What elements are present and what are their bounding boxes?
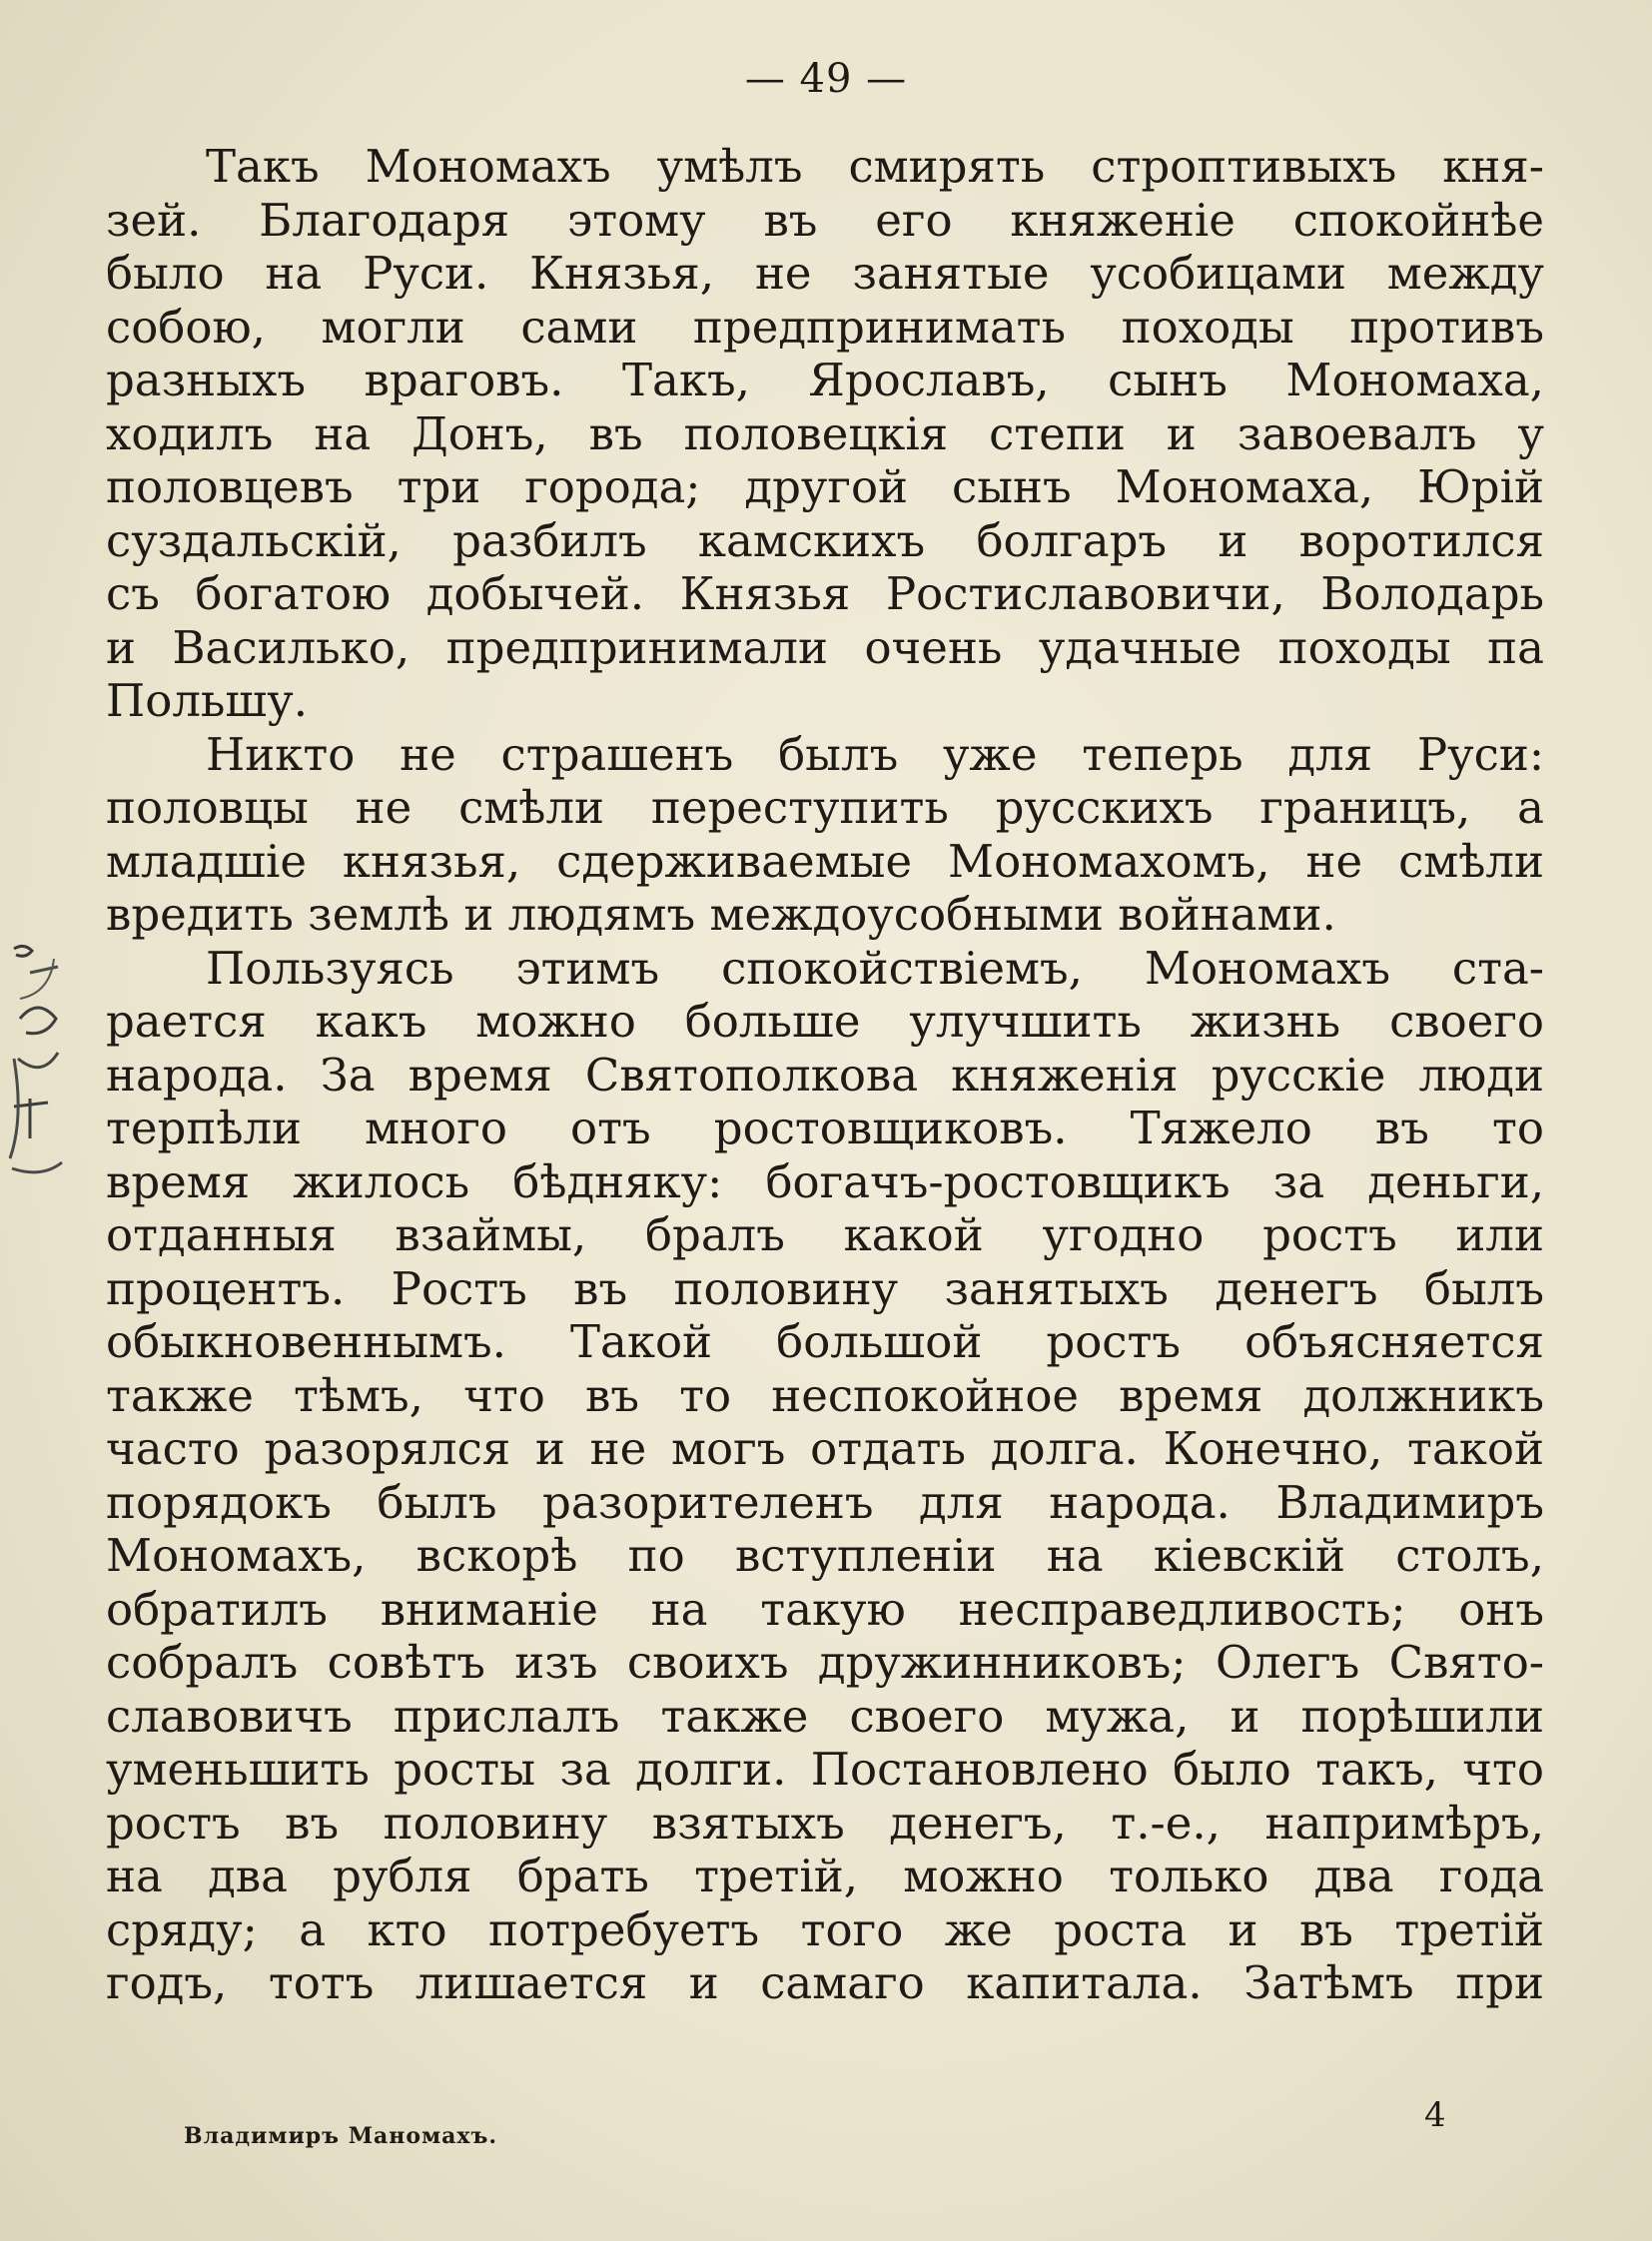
text-line: время жилось бѣдняку: богачъ-ростовщикъ за деньги, — [106, 1154, 1544, 1208]
text-line: часто разорялся и не могъ отдать долга. Конечно, такой — [106, 1422, 1544, 1475]
text-line: терпѣли много отъ ростовщиковъ. Тяжело въ то — [106, 1102, 1544, 1154]
text-line: порядокъ былъ разорителенъ для народа. Владимиръ — [106, 1475, 1544, 1529]
text-line: обратилъ вниманіе на такую несправедливость; онъ — [106, 1582, 1544, 1636]
text-line: славовичъ прислалъ также своего мужа, и порѣшили — [106, 1689, 1544, 1743]
text-line: ходилъ на Донъ, въ половецкія степи и завоевалъ у — [106, 406, 1544, 460]
text-line: обыкновеннымъ. Такой большой ростъ объясняется — [106, 1315, 1544, 1368]
text-line: годъ, тотъ лишается и самаго капитала. Затѣмъ при — [106, 1956, 1544, 2009]
text-line: и Василько, предпринимали очень удачные походы па — [106, 620, 1544, 674]
text-line: младшіе князья, сдерживаемые Мономахомъ, не смѣли — [106, 834, 1544, 888]
text-line: было на Руси. Князья, не занятые усобицами между — [106, 247, 1544, 300]
text-line: Пользуясь этимъ спокойствіемъ, Мономахъ ста- — [206, 941, 1544, 995]
text-line: народа. За время Святополкова княженія русскіе люди — [106, 1048, 1544, 1102]
text-line: съ богатою добычей. Князья Ростиславовичи, Володарь — [106, 567, 1544, 620]
text-line: суздальскій, разбилъ камскихъ болгаръ и воротился — [106, 513, 1544, 567]
running-footer-title: Владимиръ Маномахъ. — [184, 2123, 498, 2149]
text-line: Такъ Мономахъ умѣлъ смирять строптивыхъ кня- — [206, 140, 1544, 193]
text-line: разныхъ враговъ. Такъ, Ярославъ, сынъ Мономаха, — [106, 354, 1544, 406]
text-line: вредить землѣ и людямъ междоусобными войнами. — [106, 888, 1336, 941]
text-line: уменьшить росты за долги. Постановлено было такъ, что — [106, 1743, 1544, 1796]
text-line: собою, могли сами предпринимать походы противъ — [106, 300, 1544, 354]
text-line: также тѣмъ, что въ то неспокойное время должникъ — [106, 1368, 1544, 1422]
signature-mark: 4 — [1424, 2095, 1446, 2135]
text-line: отданныя взаймы, бралъ какой угодно ростъ или — [106, 1208, 1544, 1261]
text-line: на два рубля брать третій, можно только два года — [106, 1850, 1544, 1902]
text-line: Польшу. — [106, 674, 309, 727]
text-line: ростъ въ половину взятыхъ денегъ, т.-е., напримѣръ, — [106, 1796, 1544, 1850]
text-line: Мономахъ, вскорѣ по вступленіи на кіевскій столъ, — [106, 1529, 1544, 1582]
text-line: половцевъ три города; другой сынъ Мономаха, Юрій — [106, 460, 1544, 513]
text-line: собралъ совѣтъ изъ своихъ дружинниковъ; Олегъ Свято- — [106, 1636, 1544, 1689]
handwritten-margin-marks — [0, 929, 110, 1248]
text-line: рается какъ можно больше улучшить жизнь своего — [106, 995, 1544, 1048]
page-number: — 49 — — [744, 56, 908, 102]
text-line: Никто не страшенъ былъ уже теперь для Руси: — [206, 727, 1544, 781]
text-line: процентъ. Ростъ въ половину занятыхъ денегъ былъ — [106, 1261, 1544, 1315]
text-line: сряду; а кто потребуетъ того же роста и въ третій — [106, 1902, 1544, 1956]
text-line: половцы не смѣли переступить русскихъ границъ, а — [106, 781, 1544, 834]
text-line: зей. Благодаря этому въ его княженіе спокойнѣе — [106, 193, 1544, 247]
body-text — [106, 140, 1544, 2010]
